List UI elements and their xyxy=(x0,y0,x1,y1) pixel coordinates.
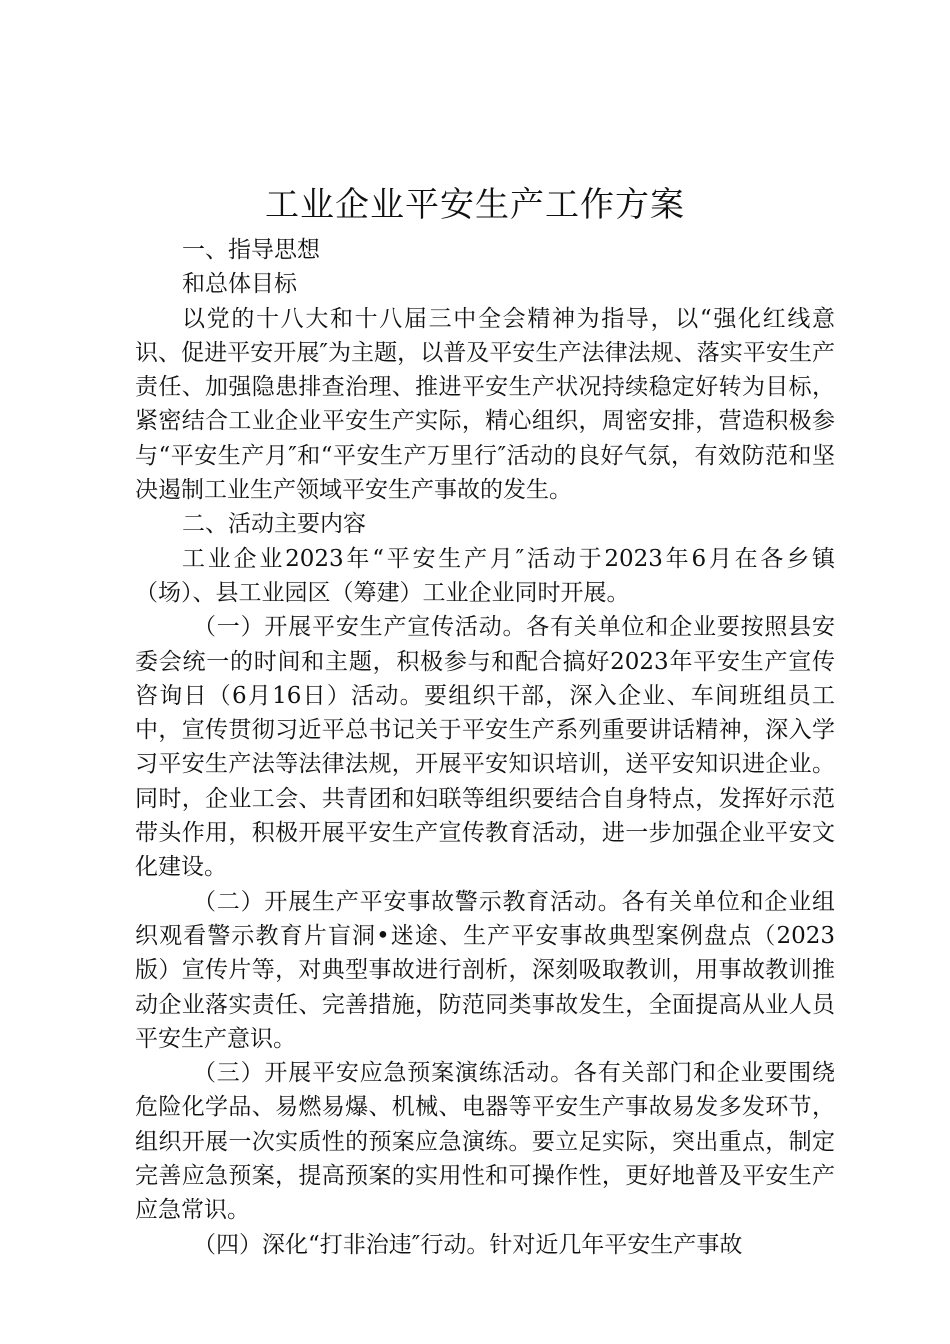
document-title: 工业企业平安生产工作方案 xyxy=(265,185,685,225)
section-heading-guiding-thought: 一、指导思想 xyxy=(182,237,320,263)
paragraph-guiding-principle: 以党的十八大和十八届三中全会精神为指导，以“强化红线意识、促进平安开展″为主题，以普及平安生产法律法规、落实平安生产责任、加强隐患排查治理、推进平安生产状况持续稳定好转为目标，紧密结合工业企业平安生产实际，精心组织，周密安排，营造积极参与“平安生产月″和“平安生产万里行″活动的良好气氛，有效防范和坚决遏制工业生产领域平安生产事故的发生。 xyxy=(135,305,835,504)
paragraph-item-1-publicity: （一）开展平安生产宣传活动。各有关单位和企业要按照县安委会统一的时间和主题，积极参与和配合搞好2023年平安生产宣传咨询日（6月16日）活动。要组织干部，深入企业、车间班组员工中，宣传贯彻习近平总书记关于平安生产系列重要讲话精神，深入学习平安生产法等法律法规，开展平安知识培训，送平安知识进企业。同时，企业工会、共青团和妇联等组织要结合自身特点，发挥好示范带头作用，积极开展平安生产宣传教育活动，进一步加强企业平安文化建设。 xyxy=(135,614,835,881)
document-body xyxy=(135,233,835,1262)
paragraph-item-4-crackdown: （四）深化“打非治违″行动。针对近几年平安生产事故 xyxy=(193,1231,743,1258)
paragraph-item-3-emergency-drill: （三）开展平安应急预案演练活动。各有关部门和企业要围绕危险化学品、易燃易爆、机械、电器等平安生产事故易发多发环节，组织开展一次实质性的预案应急演练。要立足实际，突出重点，制定完善应急预案，提高预案的实用性和可操作性，更好地普及平安生产应急常识。 xyxy=(135,1060,835,1224)
section-heading-main-content: 二、活动主要内容 xyxy=(182,511,366,538)
paragraph-item-2-warning-education: （二）开展生产平安事故警示教育活动。各有关单位和企业组织观看警示教育片盲洞•迷途、生产平安事故典型案例盘点（2023版）宣传片等，对典型事故进行剖析，深刻吸取教训，用事故教训推动企业落实责任、完善措施，防范同类事故发生，全面提高从业人员平安生产意识。 xyxy=(135,888,835,1052)
paragraph-activity-schedule: 工业企业2023年“平安生产月″活动于2023年6月在各乡镇（场）、县工业园区（筹建）工业企业同时开展。 xyxy=(135,545,835,606)
section-heading-overall-goal: 和总体目标 xyxy=(182,271,297,298)
